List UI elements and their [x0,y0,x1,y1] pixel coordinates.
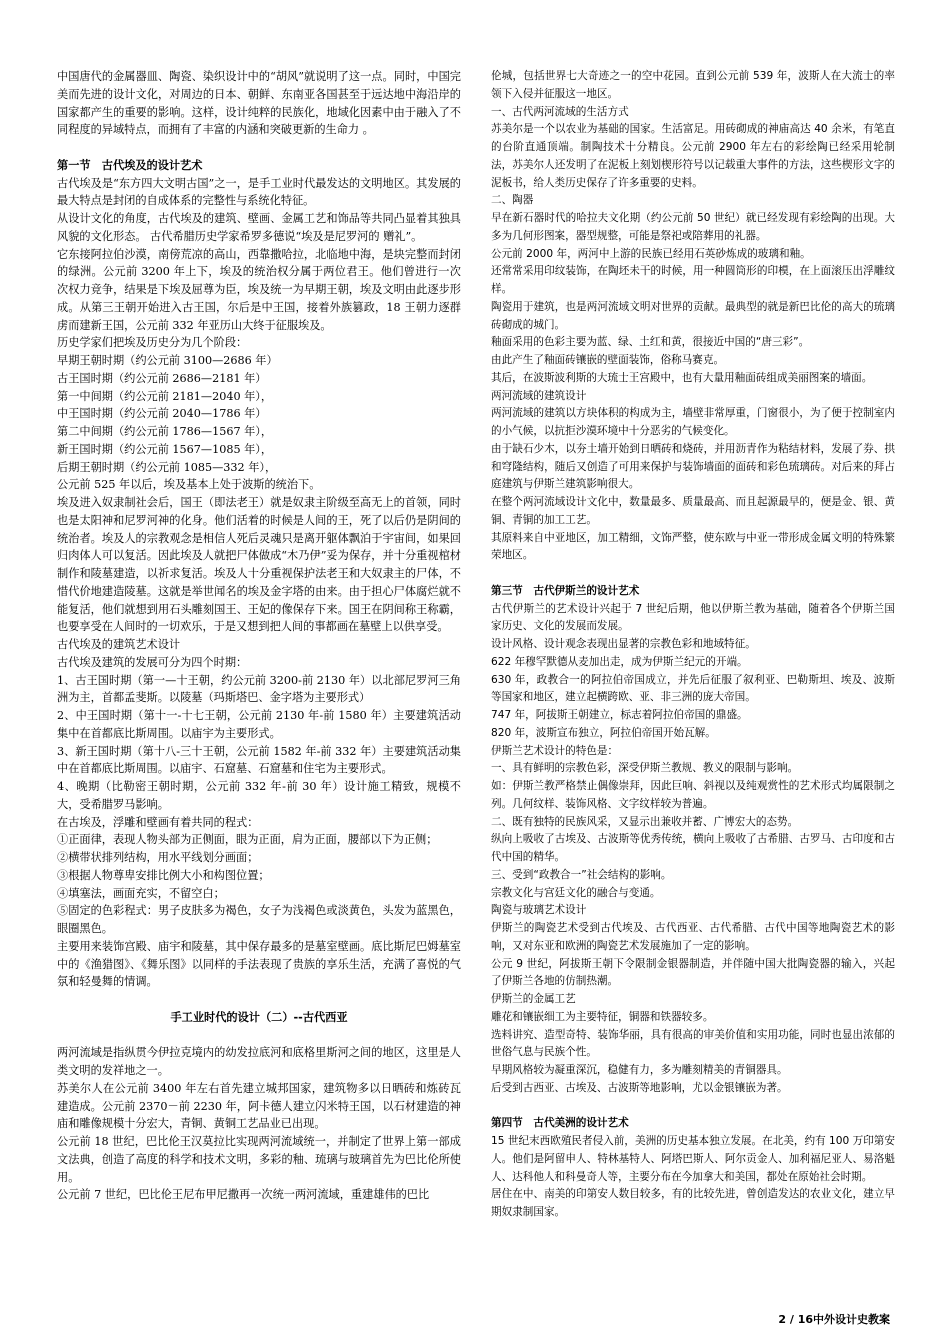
paragraph: 在整个两河流域设计文化中，数量最多、质量最高、而且起源最早的，便是金、银、黄铜、青铜的加工工艺。 [491,496,895,526]
paragraph: 从设计文化的角度，古代埃及的建筑、壁画、金属工艺和饰品等共同凸显着其独具风貌的文化形态。 古代希腊历史学家希罗多德说“埃及是尼罗河的 赠礼”。 [57,212,461,243]
paragraph: 还常常采用印纹装饰，在陶坯未干的时候，用一种圆筒形的印模，在上面滚压出浮雕纹样。 [491,265,895,295]
paragraph: 后受到古西亚、古埃及、古波斯等地影响，尤以金银镶嵌为著。 [491,1081,788,1094]
section-heading: 第三节 古代伊斯兰的设计艺术 [491,584,640,597]
list-item: 中王国时期（约公元前 2040—1786 年） [57,407,267,421]
section-heading: 第四节 古代美洲的设计艺术 [491,1117,629,1130]
paragraph: 它东接阿拉伯沙漠，南傍荒凉的高山，西靠撒哈拉，北临地中海，是块完整而封闭的绿洲。公元前 3200 年上下，埃及的统治权分属于两位君王。他们曾进行一次次权力竞争，结果是下埃及屈尊为臣，埃及统一为早期王朝，埃及文明由此逐步形成。从第三王朝开始进入古王国，尔后是中王国，接着外族篡政，18 王朝力逐群虏而建新王国，公元前 332 年亚历山大终于征服埃及。 [57,247,461,332]
list-item: ⑤固定的色彩程式：男子皮肤多为褐色，女子为浅褐色或淡黄色，头发为蓝黑色，眼圈黑色。 [57,904,461,935]
paragraph: 公元前 2000 年，两河中上游的民族已经用石英砂炼成的玻璃和釉。 [491,247,811,260]
list-item: 新王国时期（约公元前 1567—1085 年）， [57,442,273,456]
left-column [57,68,461,1204]
list-item: 3、新王国时期（第十八-三十王朝，公元前 1582 年-前 332 年）主要建筑活动集中在首都底比斯周围。以庙宇、石窟墓、石窟墓和住宅为主要形式。 [57,744,461,776]
paragraph: 陶瓷用于建筑，也是两河流域文明对世界的贡献。最典型的就是新巴比伦的高大的琉璃砖砌成的城门。 [491,300,895,331]
list-item: 第二中间期（约公元前 1786—1567 年）， [57,425,273,438]
paragraph: 古代伊斯兰的艺术设计兴起于 7 世纪后期，他以伊斯兰教为基础，随着各个伊斯兰国家历史、文化的发展而发展。 [491,602,895,633]
paragraph: 其原料来自中亚地区，加工精细，文饰严整，使东欧与中亚一带形成金属文明的特殊繁荣地区。 [491,531,895,562]
chapter-heading: 手工业时代的设计（二）--古代西亚 [170,1010,348,1024]
page-number: 2 / 16 [778,1313,813,1326]
list-item: 早期王朝时期（约公元前 3100—2686 年） [57,354,278,367]
list-item: 古王国时期（约公元前 2686—2181 年） [57,371,267,385]
paragraph: 古代埃及是“东方四大文明古国”之一，是手工业时代最发达的文明地区。其发展的最大特点是封闭的自成体系的完整性与系统化特征。 [57,176,461,208]
list-item: 第一中间期（约公元前 2181—2040 年）， [57,389,273,403]
section-heading: 第一节 古代埃及的设计艺术 [57,158,203,172]
page-footer [778,1311,890,1327]
paragraph: 如：伊斯兰教严格禁止偶像崇拜，因此巨响、斜视以及纯观赏性的艺术形式均属限制之列。几何纹样、装饰风格、文字纹样较为普遍。 [491,780,895,810]
paragraph: 伊斯兰艺术设计的特色是： [491,744,619,757]
paragraph: 历史学家们把埃及历史分为几个阶段： [57,336,248,350]
paragraph: 苏美尔是一个以农业为基础的国家。生活富足。用砖砌成的神庙高达 40 余米，有笔直的台阶直通顶端。制陶技术十分精良。公元前 2900 年左右的彩绘陶已经采用轮制法，苏美尔人还发明了在泥板上刻划楔形符号以记载重大事件的方法，这些楔形文字的泥板书，给人类历史保存了许多重要的史料。 [491,123,895,189]
subheading: 陶瓷与玻璃艺术设计 [491,904,587,917]
paragraph: 622 年穆罕默德从麦加出走，成为伊斯兰纪元的开端。 [491,655,748,668]
paragraph: 早期风格较为凝重深沉，稳健有力，多为雕刻精美的青铜器具。 [491,1064,788,1076]
spacer [57,991,461,1009]
paragraph: 两河流域是指纵贯今伊拉克境内的幼发拉底河和底格里斯河之间的地区，这里是人类文明的发祥地之一。 [57,1046,461,1077]
paragraph: 设计风格、设计观念表现出显著的宗教色彩和地域特征。 [491,638,756,650]
paragraph: 选料讲究、造型奇特、装饰华丽，具有很高的审美价值和实用功能，同时也显出浓郁的世俗气息与民族个性。 [491,1028,895,1059]
subheading: 古代埃及的建筑艺术设计 [57,638,181,651]
subheading: 二、陶器 [491,194,534,207]
paragraph: 两河流域的建筑以方块体积的构成为主，墙壁非常厚重，门窗很小，为了便于控制室内的小气候，以抗拒沙漠环境中十分恶劣的气候变化。 [491,407,895,437]
paragraph: 伦城，包括世界七大奇迹之一的空中花园。直到公元前 539 年，波斯人在大流士的率领下入侵并征服这一地区。 [491,70,895,100]
paragraph: 宗教文化与宫廷文化的融合与变通。 [491,886,661,899]
list-item: ②横带状排列结构，用水平线划分画面； [57,851,259,864]
paragraph: 古代埃及建筑的发展可分为四个时期： [57,655,248,669]
paragraph: 公元 9 世纪，阿拔斯王朝下令限制金银器制造，并伴随中国大批陶瓷器的输入，兴起了伊斯兰各地的仿制热潮。 [491,957,895,988]
spacer [57,1027,461,1045]
subheading: 一、古代两河流域的生活方式 [491,105,629,118]
paragraph: 居住在中、南美的印第安人数目较多，有的比较先进，曾创造发达的农业文化，建立早期奴隶制国家。 [491,1188,895,1218]
list-item: ③根据人物尊卑安排比例大小和构图位置； [57,868,270,882]
paragraph: 伊斯兰的陶瓷艺术受到古代埃及、古代西亚、古代希腊、古代中国等地陶瓷艺术的影响，又对东亚和欧洲的陶瓷艺术发展施加了一定的影响。 [491,922,895,952]
paragraph: 630 年，政教合一的阿拉伯帝国成立，并先后征服了叙利亚、巴勒斯坦、埃及、波斯等国家和地区，建立起横跨欧、亚、非三洲的庞大帝国。 [491,673,895,704]
subheading: 两河流域的建筑设计 [491,389,587,402]
paragraph: 由于缺石少木，以夯土墙开始到日晒砖和烧砖，并用沥青作为粘结材料，发展了券、拱和穹隆结构，随后又创造了可用来保护与装饰墙面的面砖和彩色琉璃砖。对后来的拜占庭建筑与伊斯兰建筑影响很大。 [491,442,895,491]
paragraph: 苏美尔人在公元前 3400 年左右首先建立城邦国家，建筑物多以日晒砖和炼砖瓦建造成。公元前 2370－前 2230 年，阿卡德人建立闪米特王国，以石材建造的神庙和雕像规模十分宏大，青铜、黄铜工艺品业已出现。 [57,1081,461,1131]
list-item: 一、具有鲜明的宗教色彩，深受伊斯兰教规、教义的限制与影响。 [491,762,799,775]
paragraph: 在古埃及，浮雕和壁画有着共同的程式： [57,815,259,829]
list-item: 2、中王国时期（第十一-十七王朝，公元前 2130 年-前 1580 年）主要建筑活动集中在首都底比斯周围。以庙宇为主要形式。 [57,709,461,740]
list-item: 三、受到“政教合一”社会结构的影响。 [491,868,672,881]
paragraph: 纵向上吸收了古埃及、古波斯等优秀传统，横向上吸收了古希腊、古罗马、古印度和古代中国的精华。 [491,833,895,863]
paragraph: 由此产生了釉面砖镶嵌的壁面装饰，俗称马赛克。 [491,354,725,366]
list-item: ④填塞法，画面充实，不留空白； [57,886,225,900]
paragraph: 早在新石器时代的哈拉夫文化期（约公元前 50 世纪）就已经发现有彩绘陶的出现。大多为几何形图案，器型规整，可能是祭祀或陪葬用的礼器。 [491,212,895,242]
list-item: 二、既有独特的民族风采，又显示出兼收并蓄、广博宏大的态势。 [491,815,799,828]
document-title: 中外设计史教案 [813,1313,890,1326]
list-item: 1、古王国时期（第一—十王朝，约公元前 3200-前 2130 年）以北部尼罗河三角洲为主，首都孟斐斯。以陵墓（玛斯塔巴、金字塔为主要形式） [57,673,461,705]
paragraph: 主要用来装饰宫殿、庙宇和陵墓，其中保存最多的是墓室壁画。底比斯尼巴姆墓室中的《渔猎图》、《舞乐图》以同样的手法表现了贵族的享乐生活，充满了喜悦的气氛和轻曼舞的情调。 [57,939,461,989]
paragraph: 中国唐代的金属器皿、陶瓷、染织设计中的“胡风”就说明了这一点。同时，中国完美而先进的设计文化，对周边的日本、朝鲜、东南亚各国甚至于远达地中海沿岸的国家都产生的重要的影响。这样，设计纯粹的民族化，地域化因素中由于融入了不同程度的异域特点，而拥有了丰富的内涵和突破更新的生命力 。 [57,70,461,137]
paragraph: 埃及进入奴隶制社会后，国王（即法老王）就是奴隶主阶级至高无上的首领，同时也是太阳神和尼罗河神的化身。他们活着的时候是人间的王，死了以后仍是阴间的统治者。埃及人的宗教观念是相信人死后灵魂只是离开躯体飘泊于宇宙间，如果回归肉体人可以复活。因此埃及人就把尸体做成“木乃伊”妥为保存，并十分重视棺材制作和陵墓建造，以祈求复活。埃及人十分重视保护法老王和大奴隶主的尸体，不惜代价地建造陵墓。这就是举世闻名的埃及金字塔的由来。由于担心尸体腐烂就不能复活，他们就想到用石头雕刻国王、王妃的像保存下来。国王在阴间称王称霸，也要享受在人间时的一切欢乐，于是又想到把人间的事都画在墓壁上以供享受。 [57,496,461,634]
list-item: ①正面律，表现人物头部为正侧面，眼为正面，肩为正面，腰部以下为正侧； [57,833,438,847]
paragraph: 公元前 18 世纪，巴比伦王汉莫拉比实现两河流域统一，并制定了世界上第一部成文法典，创造了高度的科学和技术文明，多彩的釉、琉璃与玻璃首先为巴比伦所使用。 [57,1135,461,1184]
paragraph: 雕花和镶嵌细工为主要特征，铜器和铁器较多。 [491,1010,714,1023]
paragraph: 其后，在波斯波利斯的大琉士王宫殿中，也有大量用釉面砖组成美丽图案的墙面。 [491,371,873,384]
paragraph: 公元前 7 世纪，巴比伦王尼布甲尼撒再一次统一两河流域，重建雄伟的巴比 [57,1188,430,1202]
paragraph: 釉面采用的色彩主要为蓝、绿、土红和黄，很接近中国的“唐三彩”。 [491,336,810,349]
paragraph: 747 年，阿拔斯王朝建立，标志着阿拉伯帝国的鼎盛。 [491,709,748,721]
spacer [57,139,461,157]
spacer [491,565,895,583]
paragraph: 公元前 525 年以后，埃及基本上处于波斯的统治下。 [57,478,321,492]
spacer [491,1098,895,1116]
paragraph: 15 世纪末西欧殖民者侵入前，美洲的历史基本独立发展。在北美，约有 100 万印第安人。他们是阿留申人、特林基特人、阿塔巴斯人、阿尔贡金人、加利福尼亚人、易洛魁人、达科他人和科曼奇人等，主要分布在今加拿大和美国，都处在原始社会时期。 [491,1135,895,1183]
subheading: 伊斯兰的金属工艺 [491,993,576,1005]
list-item: 后期王朝时期（约公元前 1085—332 年）， [57,460,277,474]
list-item: 4、晚期（比勒密王朝时期，公元前 332 年-前 30 年）设计施工精致，规模不大，受希腊罗马影响。 [57,780,461,811]
paragraph: 820 年，波斯宣布独立，阿拉伯帝国开始瓦解。 [491,726,716,739]
right-column [491,68,895,1222]
